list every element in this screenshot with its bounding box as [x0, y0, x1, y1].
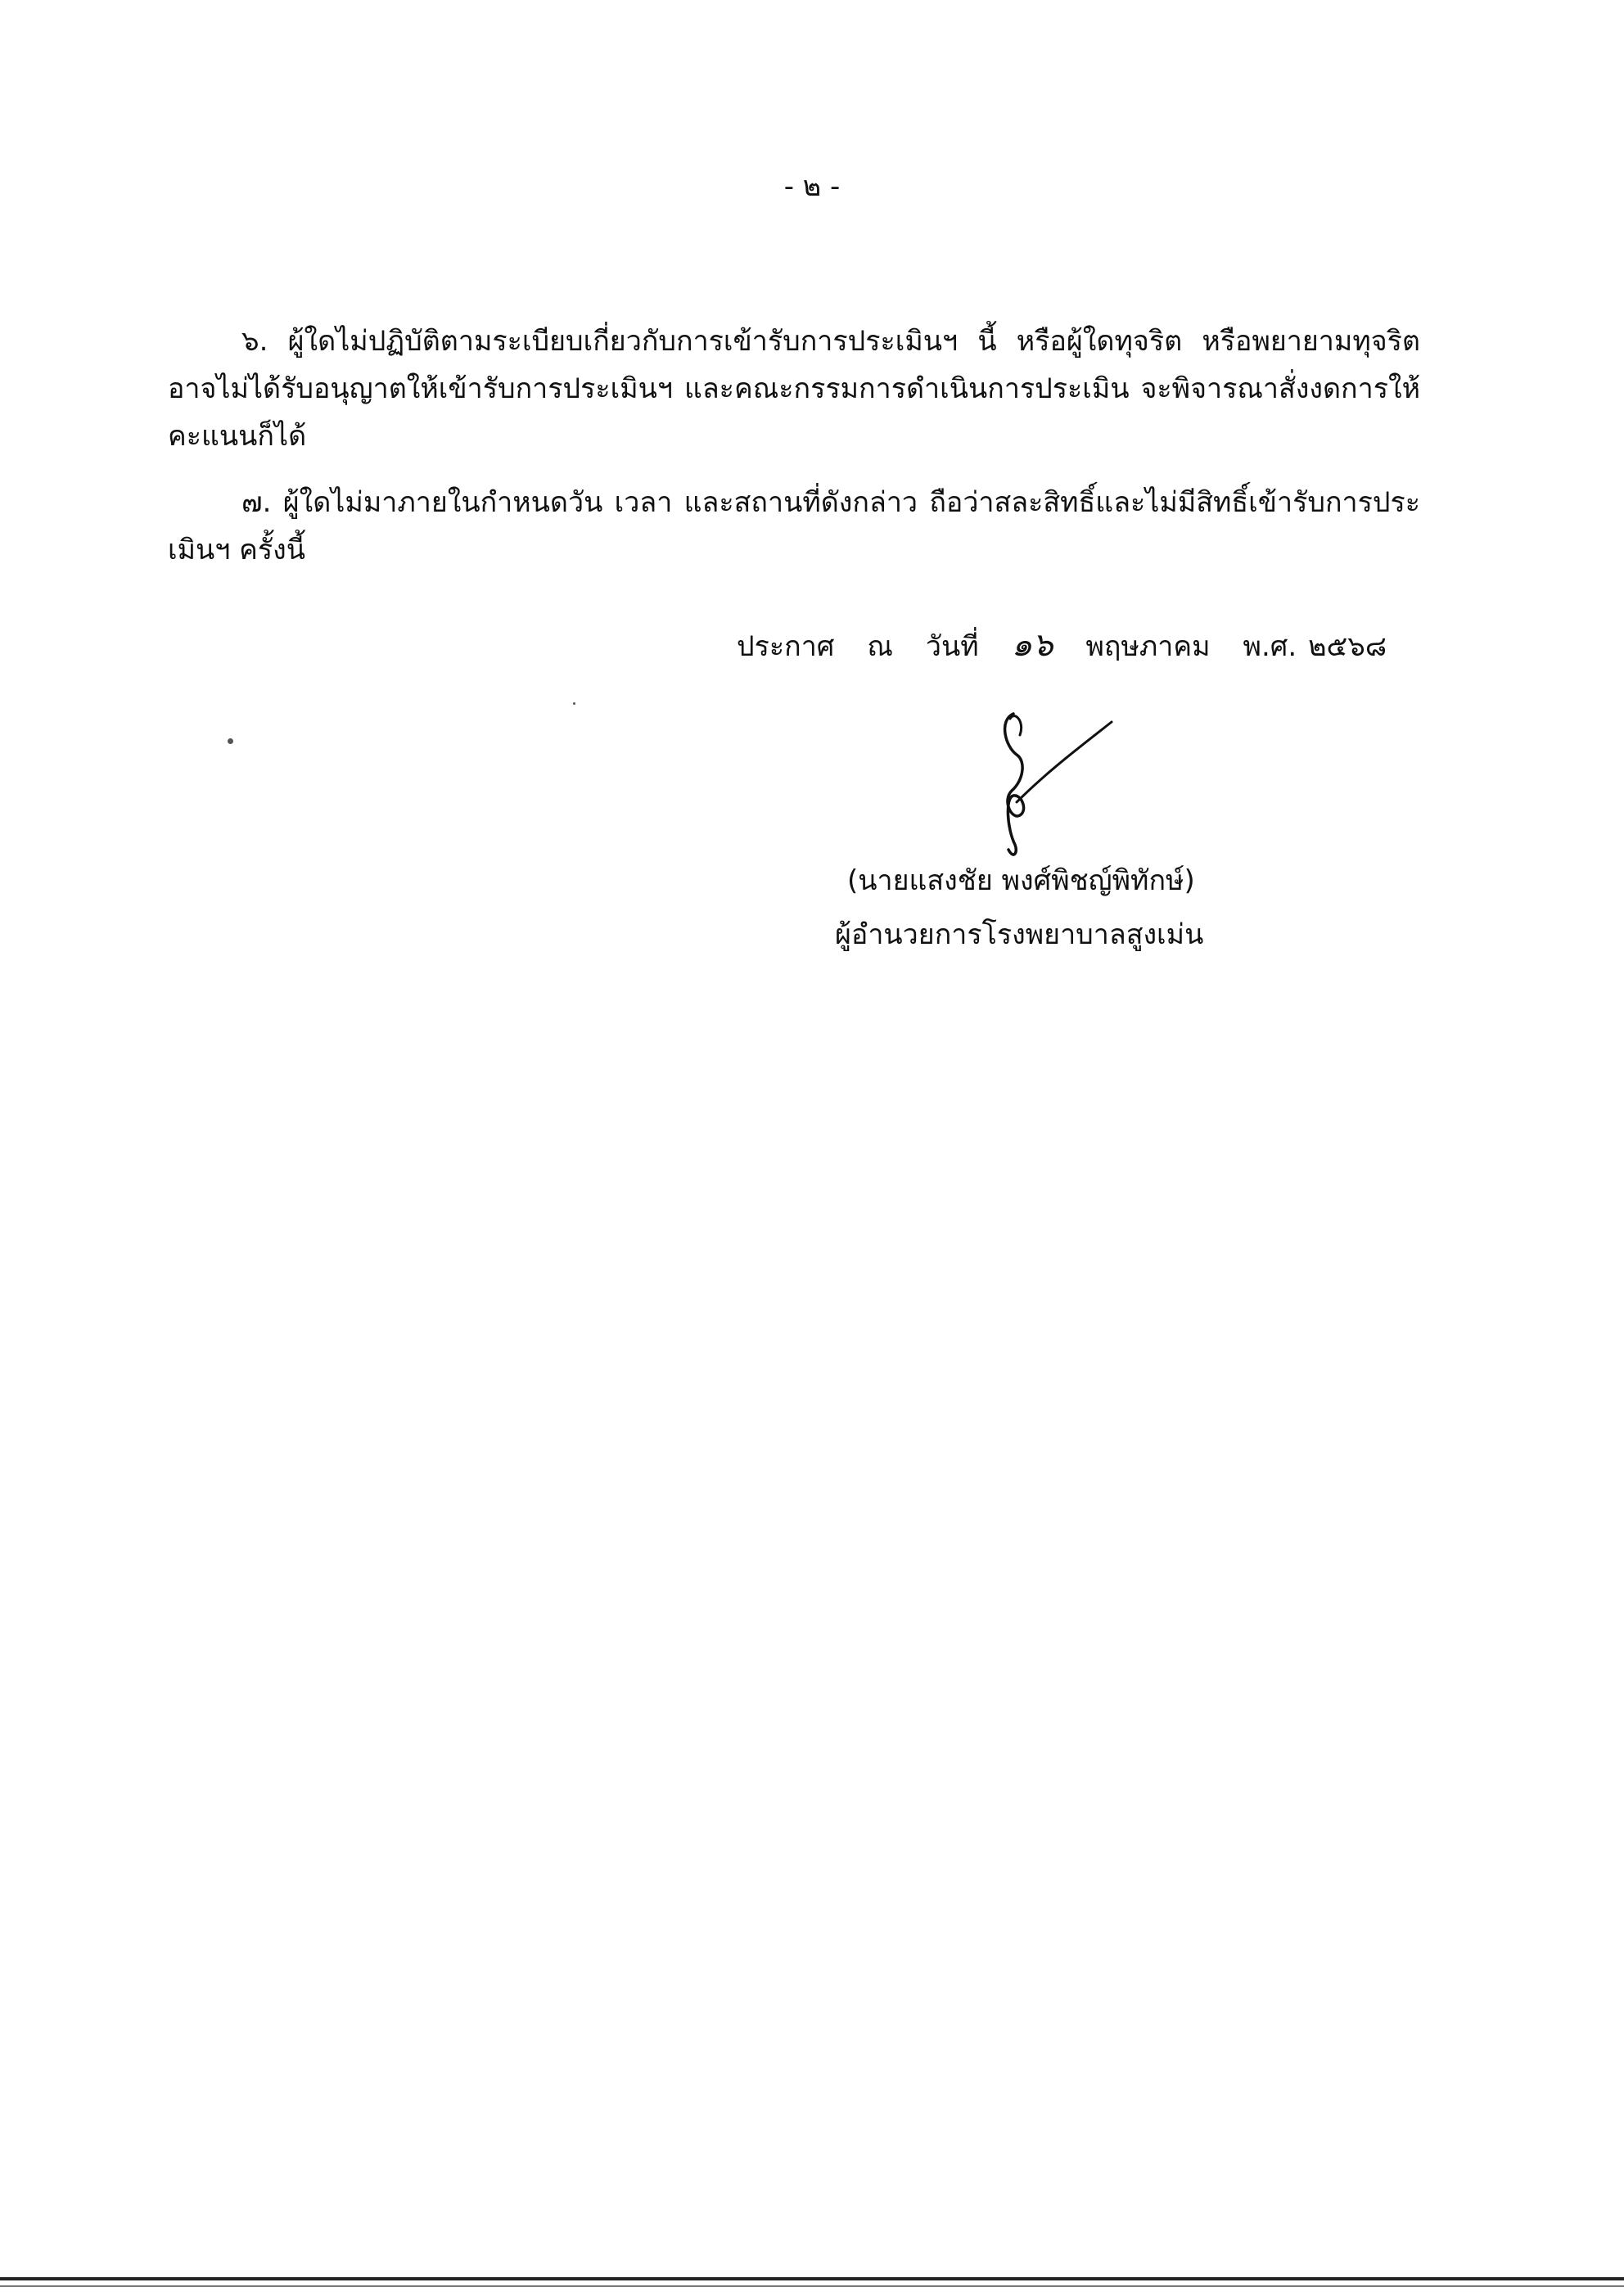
announcement-at: ณ	[867, 630, 893, 663]
announcement-day: ๑๖	[1011, 626, 1053, 664]
paragraph-item-6: ๖. ผู้ใดไม่ปฏิบัติตามระเบียบเกี่ยวกับการเข้ารับการประเมินฯ นี้ หรือผู้ใดทุจริต หรือพยายามทุจริต อาจไม่ได้รับอนุญาตให้เข้ารับการประเมินฯ และคณะกรรมการดำเนินการประเมิน จะพิจารณาสั่งงดการให้คะแนนก็ได้	[168, 325, 1420, 453]
announcement-year: ๒๕๖๘	[1308, 630, 1387, 663]
scan-edge-line	[0, 2285, 1624, 2287]
handwritten-signature	[974, 706, 1138, 861]
signer-title: ผู้อำนวยการโรงพยาบาลสูงเม่น	[835, 918, 1204, 951]
scan-speck	[573, 702, 575, 705]
scan-edge-line	[0, 2277, 1624, 2280]
announcement-era: พ.ศ.	[1243, 630, 1297, 663]
announcement-day-label: วันที่	[925, 630, 979, 663]
page-number: - ๒ -	[783, 170, 841, 203]
paragraph-item-7: ๗. ผู้ใดไม่มาภายในกำหนดวัน เวลา และสถานที่ดังกล่าว ถือว่าสละสิทธิ์และไม่มีสิทธิ์เข้ารับการประเมินฯ ครั้งนี้	[168, 486, 1420, 566]
announcement-month: พฤษภาคม	[1085, 630, 1211, 663]
announcement-date-line	[737, 618, 1387, 670]
announcement-prefix: ประกาศ	[737, 630, 835, 663]
scan-speck	[228, 738, 233, 744]
signer-name: (นายแสงชัย พงศ์พิชญ์พิทักษ์)	[847, 864, 1195, 897]
